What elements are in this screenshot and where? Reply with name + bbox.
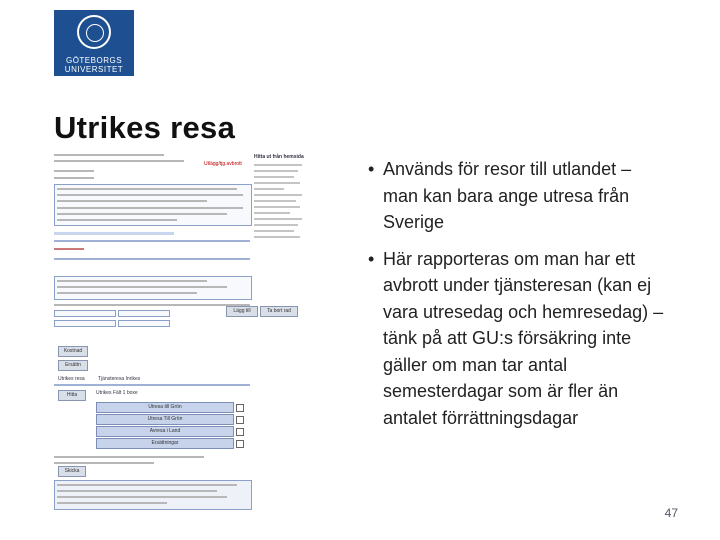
bullet-item: • Används för resor till utlandet – man kan bara ange utresa från Sverige [368,156,668,236]
form-info-box [54,184,252,226]
add-row-button[interactable]: Lägg till [226,306,258,317]
row-checkbox[interactable] [236,428,244,436]
bullet-item: • Här rapporteras om man har ett avbrott under tjänsteresan (kan ej vara utresedag och hemresedag) – tänk på att GU:s försäkring inte gäller om man tar antal semesterdagar som är fler än antalet förrättningsdagar [368,246,668,432]
submit-button[interactable]: Skicka [58,466,86,477]
logo-line-1: GÖTEBORGS [65,56,123,65]
form-footer-box [54,480,252,510]
form-help-column [254,154,306,242]
form-row[interactable]: Ersättningar [96,438,234,449]
form-screenshot [54,150,304,512]
help-title: Hitta ut från hemsida [254,154,304,160]
row-checkbox[interactable] [236,416,244,424]
tab-utrikes[interactable]: Utrikes resa [58,376,85,382]
university-logo [54,10,134,76]
logo-line-2: UNIVERSITET [64,65,124,74]
form-note-box [54,276,252,300]
bullet-list [368,156,668,431]
row-checkbox[interactable] [236,440,244,448]
compensation-button[interactable]: Ersättn [58,360,88,371]
form-section-label: Utrikes Fält 1 boxe [96,390,138,396]
form-row[interactable]: Avresa i Land [96,426,234,437]
remove-row-button[interactable]: Ta bort rad [260,306,298,317]
form-row[interactable]: Utresa Till Grön [96,414,234,425]
cost-button[interactable]: Kostnad [58,346,88,357]
form-red-label: Utlägg/tjg.avbrott [204,161,242,167]
form-header-line [54,160,184,162]
form-field-line [54,177,94,179]
form-field-line [54,170,94,172]
crest-icon [77,15,111,49]
form-row[interactable]: Utresa till Grön [96,402,234,413]
slide-title: Utrikes resa [54,110,236,145]
page-number: 47 [664,506,678,520]
form-header-line [54,154,164,156]
find-button[interactable]: Hitta [58,390,86,401]
tab-inrikes[interactable]: Tjänsteresa Inrikes [98,376,141,382]
row-checkbox[interactable] [236,404,244,412]
